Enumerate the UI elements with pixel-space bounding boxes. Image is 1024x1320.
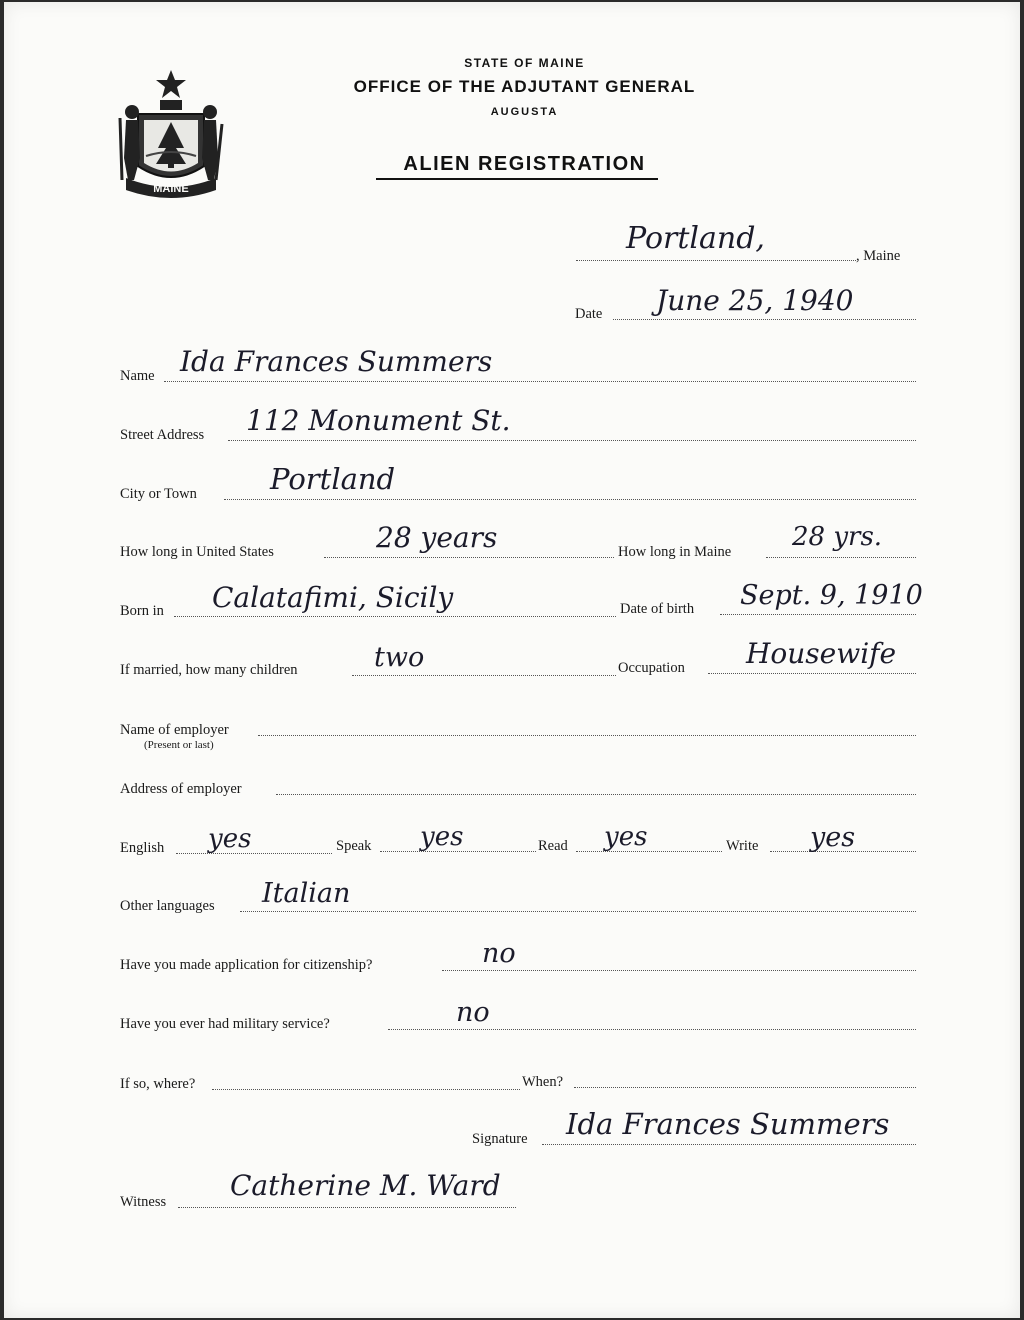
form-title: ALIEN REGISTRATION <box>403 153 646 175</box>
place-line <box>576 260 856 261</box>
name-line <box>164 381 916 382</box>
when-line <box>574 1087 916 1088</box>
children-label: If married, how many children <box>120 662 298 678</box>
place-value: Portland, <box>626 221 765 256</box>
witness-label: Witness <box>120 1194 167 1210</box>
city-line <box>224 499 916 500</box>
read-line <box>576 851 722 852</box>
city-label: City or Town <box>120 486 197 502</box>
street-label: Street Address <box>120 427 205 443</box>
us-years-label: How long in United States <box>120 544 274 560</box>
maine-years-line <box>766 557 916 558</box>
employer-note: (Present or last) <box>144 739 214 751</box>
where-line <box>212 1089 520 1090</box>
speak-label: Speak <box>336 838 372 854</box>
children-value[interactable]: two <box>374 642 425 673</box>
employer-line <box>258 735 916 736</box>
read-value[interactable]: yes <box>604 822 648 852</box>
speak-value[interactable]: yes <box>420 822 464 852</box>
write-value[interactable]: yes <box>810 822 856 853</box>
place-suffix: , Maine <box>856 248 901 264</box>
seal-banner-text: MAINE <box>153 183 189 195</box>
maine-years-label: How long in Maine <box>618 544 732 560</box>
witness-value[interactable]: Catherine M. Ward <box>230 1169 501 1202</box>
when-label: When? <box>522 1074 564 1090</box>
dob-line <box>720 614 916 615</box>
us-years-value[interactable]: 28 years <box>376 521 498 554</box>
military-line <box>388 1029 916 1030</box>
title-underline <box>376 178 658 180</box>
occupation-value[interactable]: Housewife <box>746 637 897 670</box>
born-line <box>174 616 616 617</box>
street-line <box>228 440 916 441</box>
signature-value[interactable]: Ida Frances Summers <box>566 1107 890 1141</box>
dob-label: Date of birth <box>620 601 695 617</box>
military-label: Have you ever had military service? <box>120 1016 330 1032</box>
signature-line <box>542 1144 916 1145</box>
english-label: English <box>120 840 165 856</box>
name-label: Name <box>120 368 155 384</box>
read-label: Read <box>538 838 568 854</box>
occupation-line <box>708 673 916 674</box>
write-label: Write <box>726 838 759 854</box>
other-languages-value[interactable]: Italian <box>262 878 351 909</box>
born-label: Born in <box>120 603 164 619</box>
registration-form <box>4 2 1020 1318</box>
employer-address-label: Address of employer <box>120 781 242 797</box>
header-office: OFFICE OF THE ADJUTANT GENERAL <box>353 77 696 96</box>
english-value[interactable]: yes <box>208 824 252 854</box>
occupation-label: Occupation <box>618 660 685 676</box>
other-languages-label: Other languages <box>120 898 215 914</box>
employer-address-line <box>276 794 916 795</box>
dob-value[interactable]: Sept. 9, 1910 <box>740 580 923 611</box>
maine-years-value[interactable]: 28 yrs. <box>792 522 883 552</box>
name-value[interactable]: Ida Frances Summers <box>180 345 493 378</box>
us-years-line <box>324 557 614 558</box>
date-label: Date <box>575 306 603 322</box>
date-value[interactable]: June 25, 1940 <box>656 284 854 317</box>
children-line <box>352 675 616 676</box>
where-label: If so, where? <box>120 1076 196 1092</box>
signature-label: Signature <box>472 1131 528 1147</box>
street-value[interactable]: 112 Monument St. <box>246 404 511 437</box>
citizenship-value[interactable]: no <box>482 938 516 969</box>
witness-line <box>178 1207 516 1208</box>
header-city: AUGUSTA <box>490 106 559 118</box>
born-value[interactable]: Calatafimi, Sicily <box>212 581 454 614</box>
english-line <box>176 853 332 854</box>
military-value[interactable]: no <box>456 997 490 1028</box>
city-value[interactable]: Portland <box>270 462 396 496</box>
employer-label: Name of employer <box>120 722 229 738</box>
other-languages-line <box>240 911 916 912</box>
date-line <box>613 319 916 320</box>
header-state: STATE OF MAINE <box>464 56 585 70</box>
citizenship-label: Have you made application for citizenship? <box>120 957 373 973</box>
citizenship-line <box>442 970 916 971</box>
